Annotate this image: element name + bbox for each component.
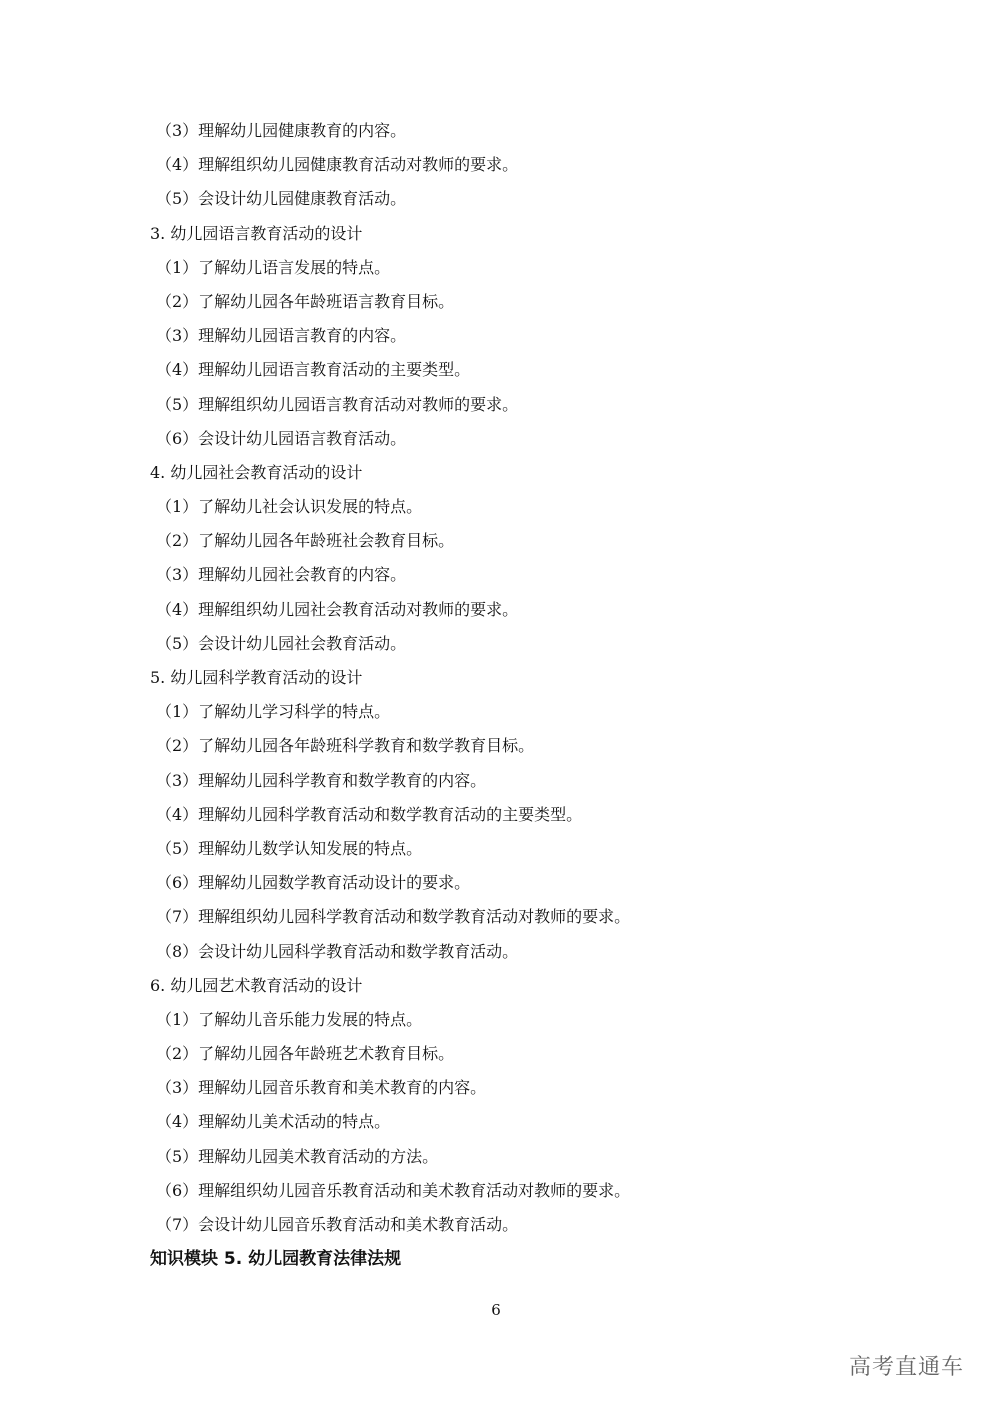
document-body (150, 114, 870, 1276)
list-item: （2）了解幼儿园各年龄班社会教育目标。 (156, 531, 455, 551)
list-item: （1）了解幼儿社会认识发展的特点。 (156, 497, 423, 517)
list-item: （3）理解幼儿园音乐教育和美术教育的内容。 (156, 1078, 487, 1098)
list-item: （1）了解幼儿语言发展的特点。 (156, 257, 391, 277)
list-item: （7）理解组织幼儿园科学教育活动和数学教育活动对教师的要求。 (156, 907, 631, 927)
module-title: 知识模块 5. 幼儿园教育法律法规 (150, 1249, 402, 1270)
list-item: （5）理解幼儿园美术教育活动的方法。 (156, 1146, 439, 1166)
list-item: （2）了解幼儿园各年龄班艺术教育目标。 (156, 1044, 455, 1064)
list-item: （3）理解幼儿园语言教育的内容。 (156, 326, 407, 346)
list-item: （2）了解幼儿园各年龄班科学教育和数学教育目标。 (156, 736, 535, 756)
list-item: （4）理解幼儿美术活动的特点。 (156, 1112, 391, 1132)
section-heading: 5. 幼儿园科学教育活动的设计 (150, 668, 363, 687)
list-item: （1）了解幼儿音乐能力发展的特点。 (156, 1009, 423, 1029)
watermark-text: 高考直通车 (848, 1355, 964, 1380)
list-item: （6）理解组织幼儿园音乐教育活动和美术教育活动对教师的要求。 (156, 1180, 631, 1200)
list-item: （5）会设计幼儿园健康教育活动。 (156, 189, 407, 209)
list-item: （4）理解组织幼儿园社会教育活动对教师的要求。 (156, 599, 519, 619)
list-item: （5）会设计幼儿园社会教育活动。 (156, 633, 407, 653)
page-number: 6 (491, 1301, 501, 1319)
list-item: （6）会设计幼儿园语言教育活动。 (156, 428, 407, 448)
list-item: （3）理解幼儿园健康教育的内容。 (156, 121, 407, 140)
list-item: （6）理解幼儿园数学教育活动设计的要求。 (156, 873, 471, 893)
list-item: （5）理解幼儿数学认知发展的特点。 (156, 838, 423, 858)
list-item: （3）理解幼儿园社会教育的内容。 (156, 565, 407, 585)
list-item: （7）会设计幼儿园音乐教育活动和美术教育活动。 (156, 1215, 519, 1234)
outline-list (150, 114, 870, 1242)
list-item: （5）理解组织幼儿园语言教育活动对教师的要求。 (156, 394, 519, 414)
list-item: （4）理解幼儿园语言教育活动的主要类型。 (156, 360, 471, 380)
list-item: （1）了解幼儿学习科学的特点。 (156, 702, 391, 722)
list-item: （2）了解幼儿园各年龄班语言教育目标。 (156, 291, 455, 311)
section-heading: 6. 幼儿园艺术教育活动的设计 (150, 975, 363, 995)
list-item: （8）会设计幼儿园科学教育活动和数学教育活动。 (156, 941, 519, 961)
section-heading: 4. 幼儿园社会教育活动的设计 (150, 462, 363, 482)
list-item: （3）理解幼儿园科学教育和数学教育的内容。 (156, 770, 487, 790)
list-item: （4）理解组织幼儿园健康教育活动对教师的要求。 (156, 155, 519, 175)
section-heading: 3. 幼儿园语言教育活动的设计 (150, 223, 363, 243)
list-item: （4）理解幼儿园科学教育活动和数学教育活动的主要类型。 (156, 804, 583, 824)
